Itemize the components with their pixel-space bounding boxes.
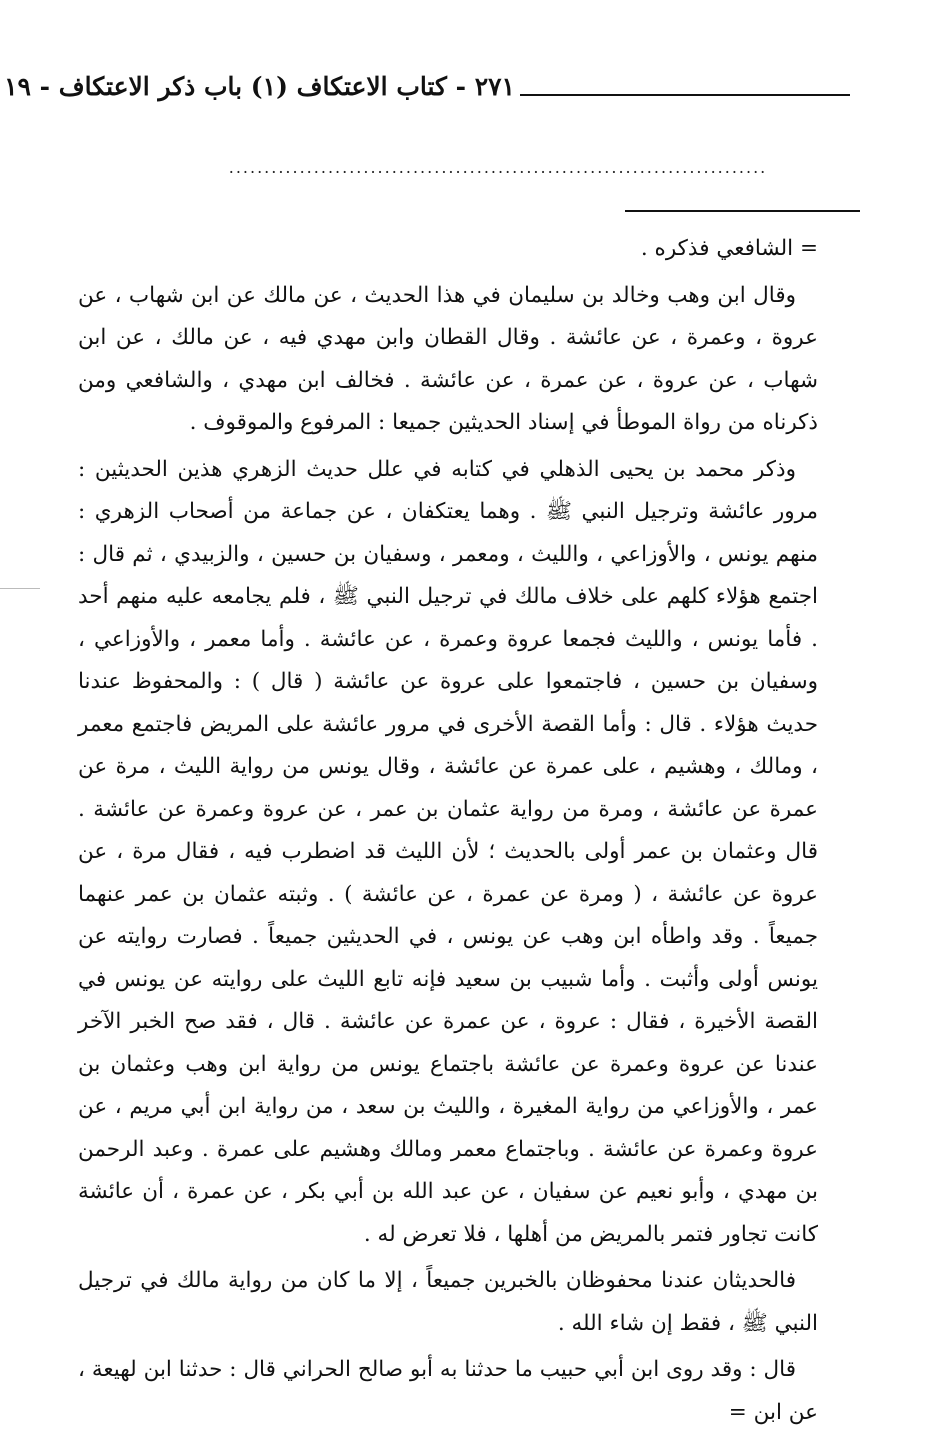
header-title: ٢٧١ - كتاب الاعتكاف (١) باب ذكر الاعتكاف - ١٩ [4, 72, 515, 101]
paragraph: وذكر محمد بن يحيى الذهلي في كتابه في علل حديث الزهري هذين الحديثين : مرور عائشة وترجيل النبي ﷺ . وهما يعتكفان ، عن جماعة من أصحاب الزهري : منهم يونس ، والأوزاعي ، والليث ، ومعمر ، وسفيان بن حسين ، والزبيدي ، ثم قال : اجتمع هؤلاء كلهم على خلاف مالك في ترجيل النبي ﷺ ، فلم يجامعه عليه منهم أحد . فأما يونس ، والليث فجمعا عروة وعمرة ، عن عائشة . وأما معمر ، والأوزاعي ، وسفيان بن حسين ، فاجتمعوا على عروة عن عائشة ( قال ) : والمحفوظ عندنا حديث هؤلاء . قال : وأما القصة الأخرى في مرور عائشة على المريض فاجتمع معمر ، ومالك ، وهشيم ، على عمرة عن عائشة ، وقال يونس من رواية الليث ، مرة عن عمرة عن عائشة ، ومرة من رواية عثمان بن عمر ، عن عروة وعمرة عن عائشة . قال وعثمان بن عمر أولى بالحديث ؛ لأن الليث قد اضطرب فيه ، فقال مرة ، عن عروة عن عائشة ، ( ومرة عن عمرة ، عن عائشة ) . وثبته عثمان بن عمر عنهما جميعاً . وقد واطأه ابن وهب عن يونس ، في الحديثين جميعاً . فصارت روايته عن يونس أولى وأثبت . وأما شبيب بن سعيد فإنه تابع الليث على روايته عن يونس في القصة الأخيرة ، فقال : عروة ، عن عمرة عن عائشة . قال ، فقد صح الخبر الآخر عندنا عن عروة وعمرة عن عائشة باجتماع يونس من رواية ابن وهب وعثمان بن عمر ، والأوزاعي من رواية المغيرة ، والليث بن سعد ، من رواية ابن أبي مريم ، عن عروة وعمرة عن عائشة . وباجتماع معمر ومالك وهشيم على عمرة . وعبد الرحمن بن مهدي ، وأبو نعيم عن سفيان ، عن عبد الله بن أبي بكر ، عن عمرة ، أن عائشة كانت تجاور فتمر بالمريض من أهلها ، فلا تعرض له . [78, 456, 818, 1247]
margin-mark [0, 588, 40, 589]
paragraph: فالحديثان عندنا محفوظان بالخبرين جميعاً ، إلا ما كان من رواية مالك في ترجيل النبي ﷺ ، فقط إن شاء الله . [78, 1268, 818, 1336]
paragraph: قال : وقد روى ابن أبي حبيب ما حدثنا به أبو صالح الحراني قال : حدثنا ابن لهيعة ، عن ابن = [78, 1357, 818, 1425]
header-rule [520, 94, 850, 96]
paragraph: = الشافعي فذكره . [640, 236, 818, 261]
paragraph: وقال ابن وهب وخالد بن سليمان في هذا الحديث ، عن مالك عن ابن شهاب ، عن عروة ، وعمرة ، عن عائشة . وقال القطان وابن مهدي فيه ، عن مالك ، عن ابن شهاب ، عن عروة ، عن عمرة ، عن عائشة . فخالف ابن مهدي ، والشافعي ومن ذكرناه من رواة الموطأ في إسناد الحديثين جميعا : المرفوع والموقوف . [78, 282, 818, 435]
running-header [4, 72, 850, 112]
dotted-separator: ............................................................................ [228, 158, 768, 177]
footnote-rule [625, 210, 860, 212]
footnote-body [78, 228, 818, 1438]
